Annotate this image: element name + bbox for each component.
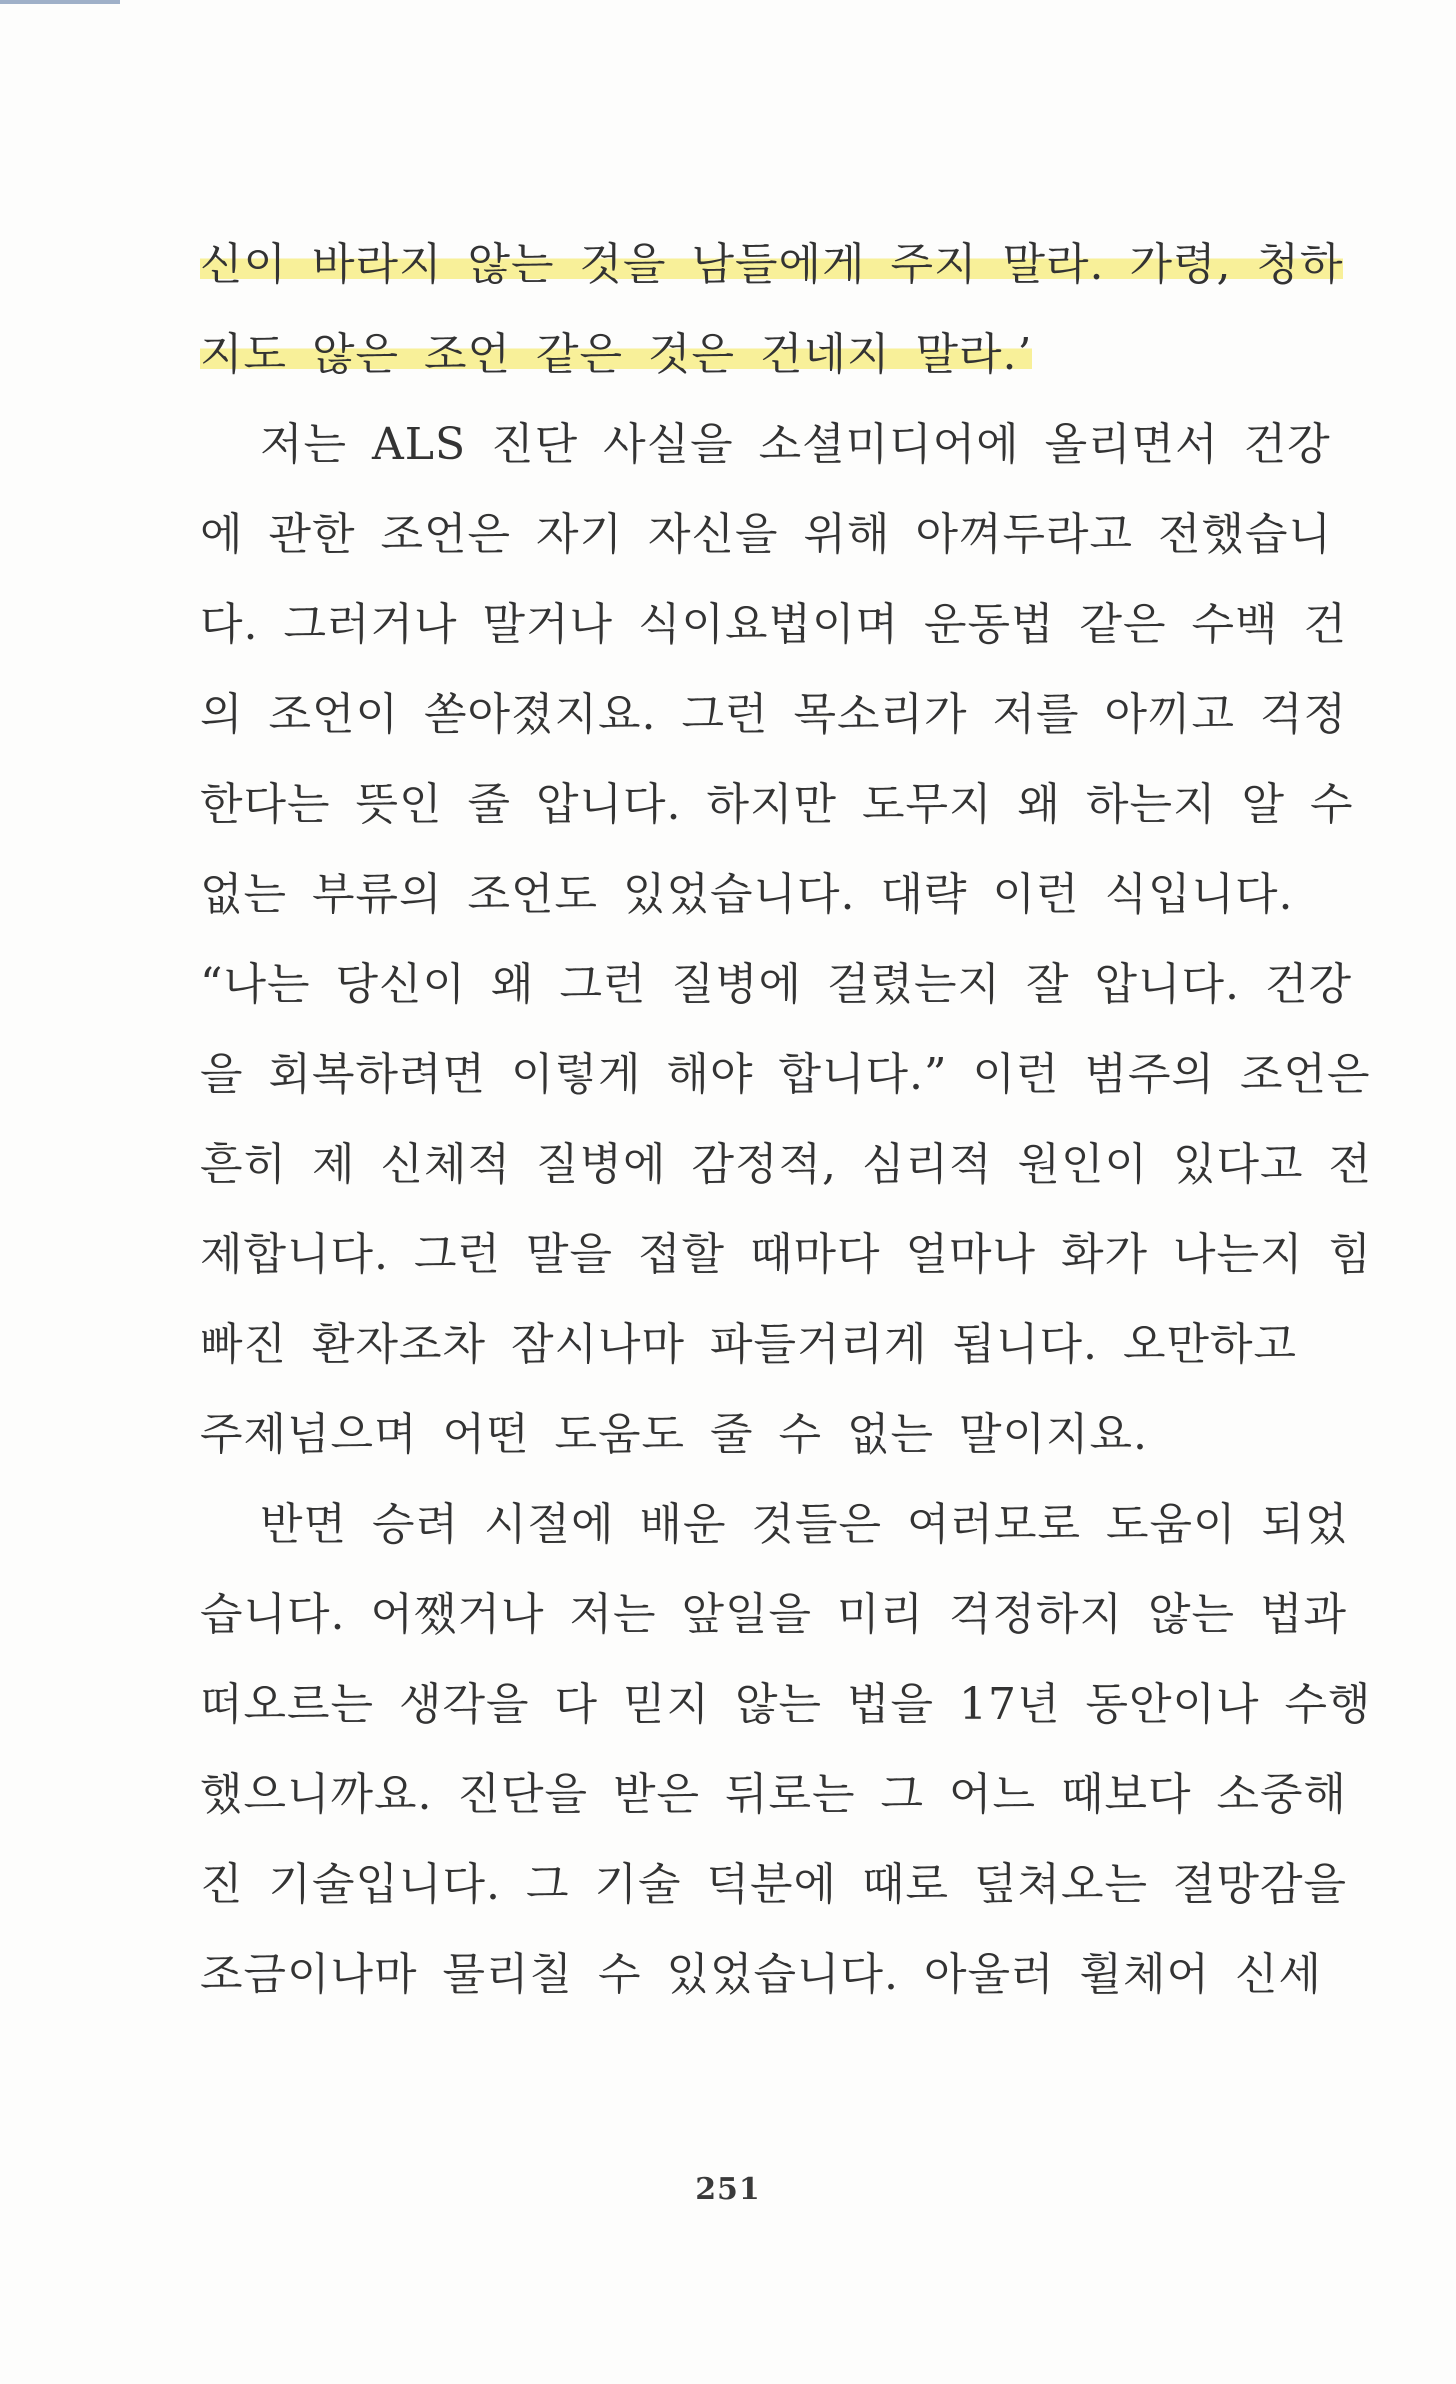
text-line-19: 진 기술입니다. 그 기술 덕분에 때로 덮쳐오는 절망감을 <box>200 1859 1347 1910</box>
text-line-8: 없는 부류의 조언도 있었습니다. 대략 이런 식입니다. <box>200 869 1294 920</box>
text-line-5: 다. 그러거나 말거나 식이요법이며 운동법 같은 수백 건 <box>200 599 1347 650</box>
text-line-14: 주제넘으며 어떤 도움도 줄 수 없는 말이지요. <box>200 1409 1148 1460</box>
text-line-11: 흔히 제 신체적 질병에 감정적, 심리적 원인이 있다고 전 <box>200 1139 1372 1190</box>
text-line-9: “나는 당신이 왜 그런 질병에 걸렸는지 잘 압니다. 건강 <box>200 959 1352 1010</box>
text-line-16: 습니다. 어쨌거나 저는 앞일을 미리 걱정하지 않는 법과 <box>200 1589 1347 1640</box>
text-line-2 <box>200 310 1280 400</box>
text-line-7: 한다는 뜻인 줄 압니다. 하지만 도무지 왜 하는지 알 수 <box>200 779 1354 830</box>
text-line-18: 했으니까요. 진단을 받은 뒤로는 그 어느 때보다 소중해 <box>200 1769 1347 1820</box>
text-line-12: 제합니다. 그런 말을 접할 때마다 얼마나 화가 나는지 힘 <box>200 1229 1372 1280</box>
page-number: 251 <box>695 2172 761 2207</box>
paragraph-start-line: 저는 ALS 진단 사실을 소셜미디어에 올리면서 건강 <box>260 419 1331 470</box>
text-line-1 <box>200 220 1344 310</box>
paragraph-start-line: 반면 승려 시절에 배운 것들은 여러모로 도움이 되었 <box>260 1499 1349 1550</box>
highlighted-text: 신이 바라지 않는 것을 남들에게 주지 말라. 가령, 청하 <box>200 239 1344 290</box>
text-line-17: 떠오르는 생각을 다 믿지 않는 법을 17년 동안이나 수행 <box>200 1679 1372 1730</box>
body-text <box>200 220 1372 2020</box>
text-line-4: 에 관한 조언은 자기 자신을 위해 아껴두라고 전했습니 <box>200 509 1332 560</box>
text-line-6: 의 조언이 쏟아졌지요. 그런 목소리가 저를 아끼고 걱정 <box>200 689 1347 740</box>
highlighted-text: 지도 않은 조언 같은 것은 건네지 말라.’ <box>200 329 1033 380</box>
text-line-20: 조금이나마 물리칠 수 있었습니다. 아울러 휠체어 신세 <box>200 1949 1322 2000</box>
text-line-13: 빠진 환자조차 잠시나마 파들거리게 됩니다. 오만하고 <box>200 1319 1298 1370</box>
scan-edge-mark <box>0 0 120 4</box>
text-line-10: 을 회복하려면 이렇게 해야 합니다.” 이런 범주의 조언은 <box>200 1049 1371 1100</box>
